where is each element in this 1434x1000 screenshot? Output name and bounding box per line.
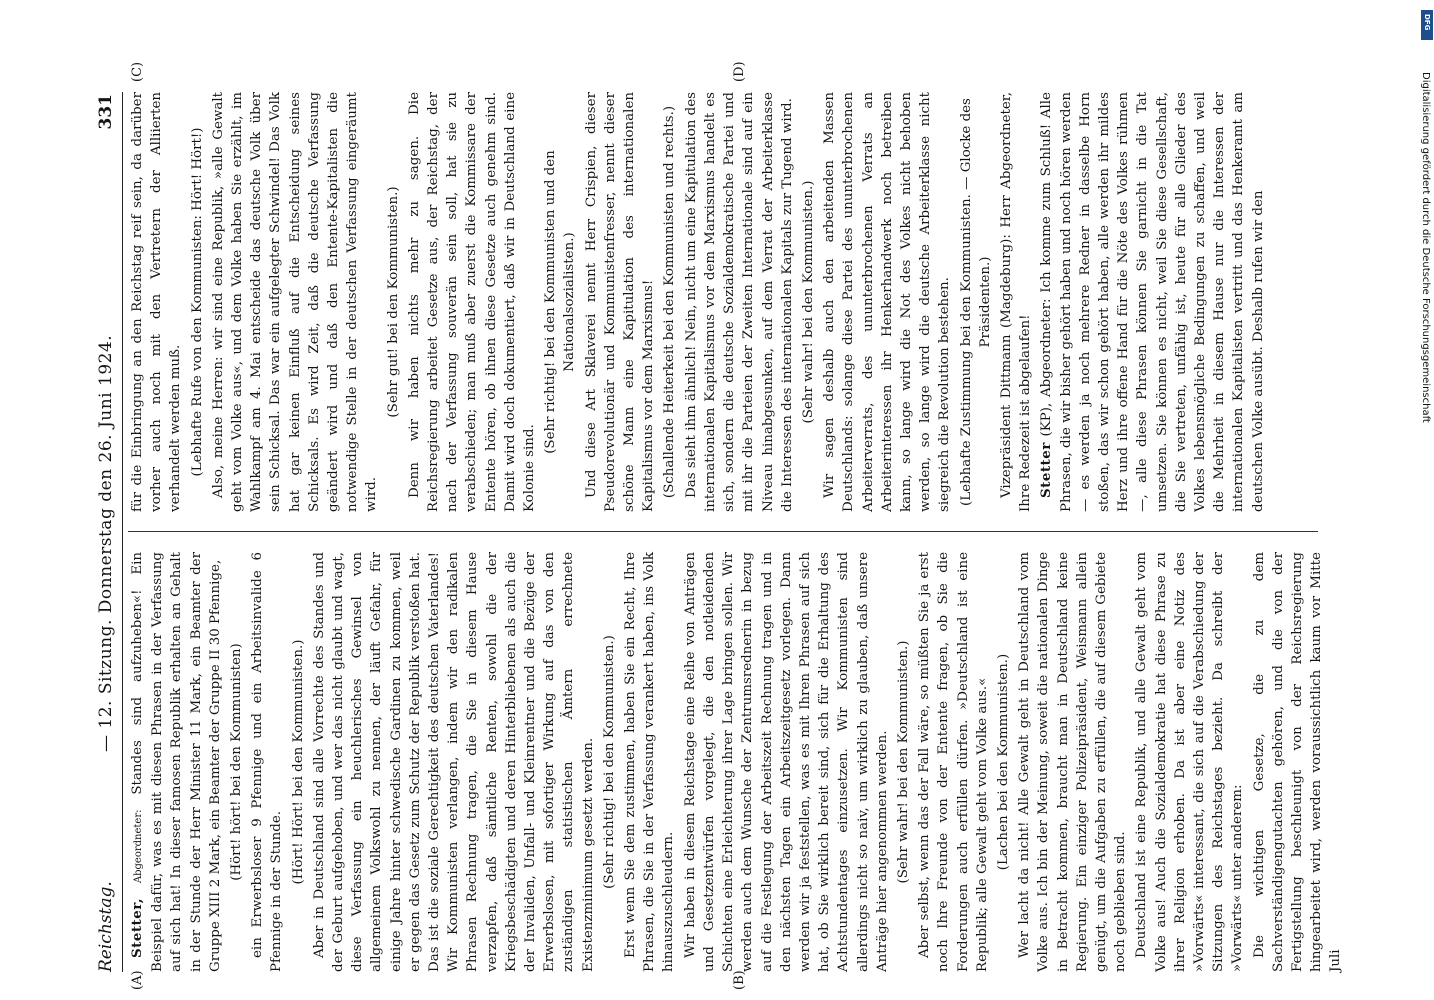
right-paragraph [660, 92, 679, 512]
paragraph-text: (Sehr wahr! bei den Kommunisten.) [895, 640, 911, 884]
paragraph-text: (Hört! hört! bei den Kommunisten) [229, 643, 245, 881]
left-paragraph [600, 552, 619, 972]
left-paragraph [128, 552, 225, 972]
left-paragraph [1132, 552, 1247, 972]
paragraph-text: Wir sagen deshalb auch den arbeitenden Massen Deutschlands: solange diese Partei des ununterbrochenen Arbeiterverrats, des ununterbrochenen Verrats an Arbeiterinteressen ihr Henkerhandwerk noch betreiben kann, so lange wird die Not des Volkes nicht behoben werden, so lange wird die deutsche Arbeiterklasse nicht siegreich die Revolution bestehen. [822, 92, 953, 512]
paragraph-text: (Lachen bei den Kommunisten.) [995, 653, 1011, 871]
paragraph-text: Vizepräsident Dittmann (Magdeburg): Herr Abgeordneter, Ihre Redezeit ist abgelaufen! [998, 92, 1034, 512]
margin-mark-d: (D) [732, 61, 747, 82]
header-left: Reichstag. [96, 881, 116, 972]
right-paragraph [997, 92, 1035, 512]
paragraph-text: Das sieht ihm ähnlich! Nein, nicht um eine Kapitulation des internationalen Kapitalismus vor dem Marxismus handelt es sich, sondern die deutsche Sozialdemokratische Partei und mit ihr die Parteien der Zweiten Internationale sind auf ein Niveau hinabgesunken, auf dem Verrat der Arbeiterklasse die Interessen des internationalen Kapitals zur Tugend wird. [683, 91, 795, 512]
right-paragraph [188, 92, 207, 512]
left-column [128, 552, 1344, 972]
left-paragraph [994, 552, 1013, 972]
paragraph-text: für die Einbringung an den Reichstag reif sein, da darüber vorher auch noch mit den Vertretern der Alliierten verhandelt werden muß. [130, 92, 184, 512]
digitization-credit [1417, 12, 1433, 992]
left-paragraph [289, 552, 308, 972]
right-paragraph [820, 92, 954, 512]
right-paragraph [582, 92, 659, 512]
left-paragraph [681, 552, 892, 972]
left-paragraph [1250, 552, 1346, 972]
paragraph-text: (Sehr richtig! bei den Kommunisten.) [601, 635, 617, 889]
credit-text: Digitalisierung gefördert durch die Deutsche Forschungsgemeinschaft [1420, 72, 1431, 423]
header-date: — 12. Sitzung. Donnerstag den 26. Juni 1924. [96, 334, 116, 752]
paragraph-text: Die wichtigen Gesetze, die zu dem Sachverständigengutachten gehören, und die von der Fertigstellung beschleunigt von der Reichsregierung hingearbeitet wird, werden voraussichtlich kaum vor Mitte Juli [1251, 552, 1344, 972]
paragraph-text: (Lebhafte Rufe von den Kommunisten: Hört! Hört!) [189, 127, 205, 477]
paragraph-text: Erst wenn Sie dem zustimmen, haben Sie ein Recht, Ihre Phrasen, die Sie in der Verfassung verankert haben, ins Volk hinauszuschleudern. [623, 552, 677, 972]
right-paragraph [957, 92, 995, 512]
margin-mark-a: (A) [130, 970, 145, 990]
paragraph-text: Wer lacht da nicht! Alle Gewalt geht in Deutschland vom Volke aus. Ich bin der Meinung, soweit die nationalen Dinge in Betracht kommen, braucht man in Deutschland keine Regierung. Ein einziger Polizeipräsident, Weismann allein genügt, um die Aufgaben zu erfüllen, die auf diesem Gebiete noch geblieben sind. [1017, 552, 1129, 972]
paragraph-text: (Schallende Heiterkeit bei den Kommunisten und rechts.) [662, 105, 678, 499]
left-paragraph [1015, 552, 1130, 972]
paragraph-text: (KP), Abgeordneter: Ich komme zum Schluß! Alle Phrasen, die wir bisher gehört haben und noch hören werden — es werden ja noch mehrere Redner in dasselbe Horn stoßen, das wir schon gehört haben, alle werden ihr mildes Herz und ihre offene Hand für die Nöte des Volkes rühmen —, alle diese Phrasen können Sie garnicht in die Tat umsetzen. Sie können es nicht, weil Sie diese Gesellschaft, die Sie vertreten, unfähig ist, heute für alle Glieder des Volkes lebensmögliche Bedingungen zu schaffen, und weil die Mehrheit in diesem Hause nur die Interessen der internationalen Kapitalisten vertritt und das Henkeramt am deutschen Volke ausübt. Deshalb rufen wir den [1039, 92, 1266, 512]
speaker-name: Stetter [1038, 442, 1055, 498]
paragraph-text: Und diese Art Sklaverei nennt Herr Crispien, dieser Pseudorevolutionär und Kommunistenfresser, nennt dieser schöne Mann eine Kapitulation des internationalen Kapitalismus vor dem Marxismus! [583, 92, 657, 512]
paragraph-text: Deutschland ist eine Republik, und alle Gewalt geht vom Volke aus! Auch die Sozialdemokratie hat diese Phrase zu ihrer Religion erhoben. Da ist aber eine Notiz des »Vorwärts« interessant, die sich auf die Verabschiedung der Sitzungen des Reichstages bezieht. Da schreibt der »Vorwärts« unter anderem: [1134, 552, 1246, 972]
left-paragraph [248, 552, 286, 972]
right-paragraph [128, 92, 186, 512]
paragraph-text: (Hört! Hört! bei den Kommunisten.) [290, 639, 306, 885]
left-paragraph [894, 552, 913, 972]
right-paragraph [384, 92, 403, 512]
right-paragraph [799, 92, 818, 512]
paragraph-text: Aber in Deutschland sind alle Vorrechte des Standes und der Geburt aufgehoben, und wer das nicht glaubt und wagt, diese Verfassung ein heuchlerisches Gewinsel von allgemeinem Volkswohl zu nennen, der läuft Gefahr, für einige Jahre hinter schwedische Gardinen zu kommen, weil er gegen das Gesetz zum Schutz der Republik verstoßen hat. Das ist die soziale Gerechtigkeit des deutschen Vaterlandes! Wir Kommunisten verlangen, indem wir den radikalen Phrasen Rechnung tragen, die Sie in diesem Hause verzapfen, daß sämtliche Renten, sowohl die der Kriegsbeschädigten und deren Hinterbliebenen als auch die der Invaliden, Unfall- und Kleinrentner und die Bezüge der Erwerbslosen, mit sofortiger Wirkung auf das von den zuständigen statistischen Ämtern errechnete Existenzminimum gesetzt werden. [311, 552, 596, 972]
paragraph-text: Also, meine Herren: wir sind eine Republik, »alle Gewalt geht vom Volke aus«, und dem Volke haben Sie erzählt, im Wahlkampf am 4. Mai entscheide das deutsche Volk über sein Schicksal. Das war ein aufgelegter Schwindel! Das Volk hat gar keinen Einfluß auf die Entscheidung seines Schicksals. Es wird Zeit, daß die deutsche Verfassung geändert wird und daß den Entente-Kapitalisten die notwendige Stelle in der deutschen Verfassung eingeräumt wird. [210, 92, 380, 512]
paragraph-text: (Sehr gut! bei den Kommunisten.) [385, 186, 401, 418]
right-paragraph [682, 92, 797, 512]
page-number: 331 [96, 94, 116, 130]
paragraph-text: ein Erwerbsloser 9 Pfennige und ein Arbeitsinvalide 6 Pfennige in der Stunde. [250, 552, 285, 972]
column-divider [128, 531, 1318, 532]
rotated-document-page [92, 61, 1344, 990]
margin-mark-b: (B) [732, 970, 747, 990]
left-paragraph [915, 552, 992, 972]
left-paragraph [310, 552, 598, 972]
margin-mark-c: (C) [130, 61, 145, 82]
right-paragraph [405, 92, 539, 512]
speaker-name: Stetter, [129, 897, 145, 958]
paragraph-text: (Sehr wahr! bei den Kommunisten.) [800, 180, 816, 424]
right-column [128, 92, 1323, 512]
left-paragraph [227, 552, 246, 972]
paragraph-text: (Sehr richtig! bei den Kommunisten und den Nationalsozialisten.) [543, 150, 578, 454]
paragraph-text: Wir haben in diesem Reichstage eine Reihe von Anträgen und Gesetzentwürfen vorgelegt, die den notleidenden Schichten eine Erleichterung ihrer Lage bringen sollen. Wir werden auch dem Wunsche der Zentrumsrednerin in bezug auf die Festlegung der Arbeitszeit Rechnung tragen und in den nächsten Tagen ein Arbeitszeitgesetz vorlegen. Dann werden wir ja feststellen, was es mit Ihren Phrasen auf sich hat, ob Sie wirklich bereit sind, sich für die Erhaltung des Achtstundentages einzusetzen. Wir Kommunisten sind allerdings nicht so naiv, um wirklich zu glauben, daß unsere Anträge hier angenommen werden. [682, 552, 890, 972]
paragraph-text: Aber selbst, wenn das der Fall wäre, so müßten Sie ja erst noch Ihre Freunde von der Entente fragen, ob Sie die Forderungen auch erfüllen dürfen. »Deutschland ist eine Republik; alle Gewalt geht vom Volke aus.« [917, 552, 990, 972]
dfg-logo: DFG [1421, 10, 1433, 40]
right-paragraph [541, 92, 579, 512]
paragraph-text: Standes sind aufzuheben«! Ein Beispiel dafür, was es mit diesen Phrasen in der Verfassung auf sich hat! In dieser famosen Republik erhalten an Gehalt in der Stunde der Herr Minister 11 Mark, ein Beamter der Gruppe XIII 2 Mark, ein Beamter der Gruppe II 30 Pfennige, [130, 552, 223, 972]
right-paragraph [209, 92, 382, 512]
speaker-role: Abgeordneter: [133, 809, 144, 884]
paragraph-text: Denn wir haben nichts mehr zu sagen. Die Reichsregierung arbeitet Gesetze aus, der Reichstag, der nach der Verfassung souverän sein soll, hat sie zu verabschieden; man muß aber zuerst die Kommissare der Entente hören, ob ihnen diese Gesetze auch genehm sind. Damit wird doch dokumentiert, daß wir in Deutschland eine Kolonie sind. [406, 92, 538, 512]
right-paragraph [1037, 92, 1267, 512]
left-paragraph [621, 552, 679, 972]
page-header [92, 92, 123, 972]
paragraph-text: (Lebhafte Zustimmung bei den Kommunisten. — Glocke des Präsidenten.) [958, 98, 993, 506]
